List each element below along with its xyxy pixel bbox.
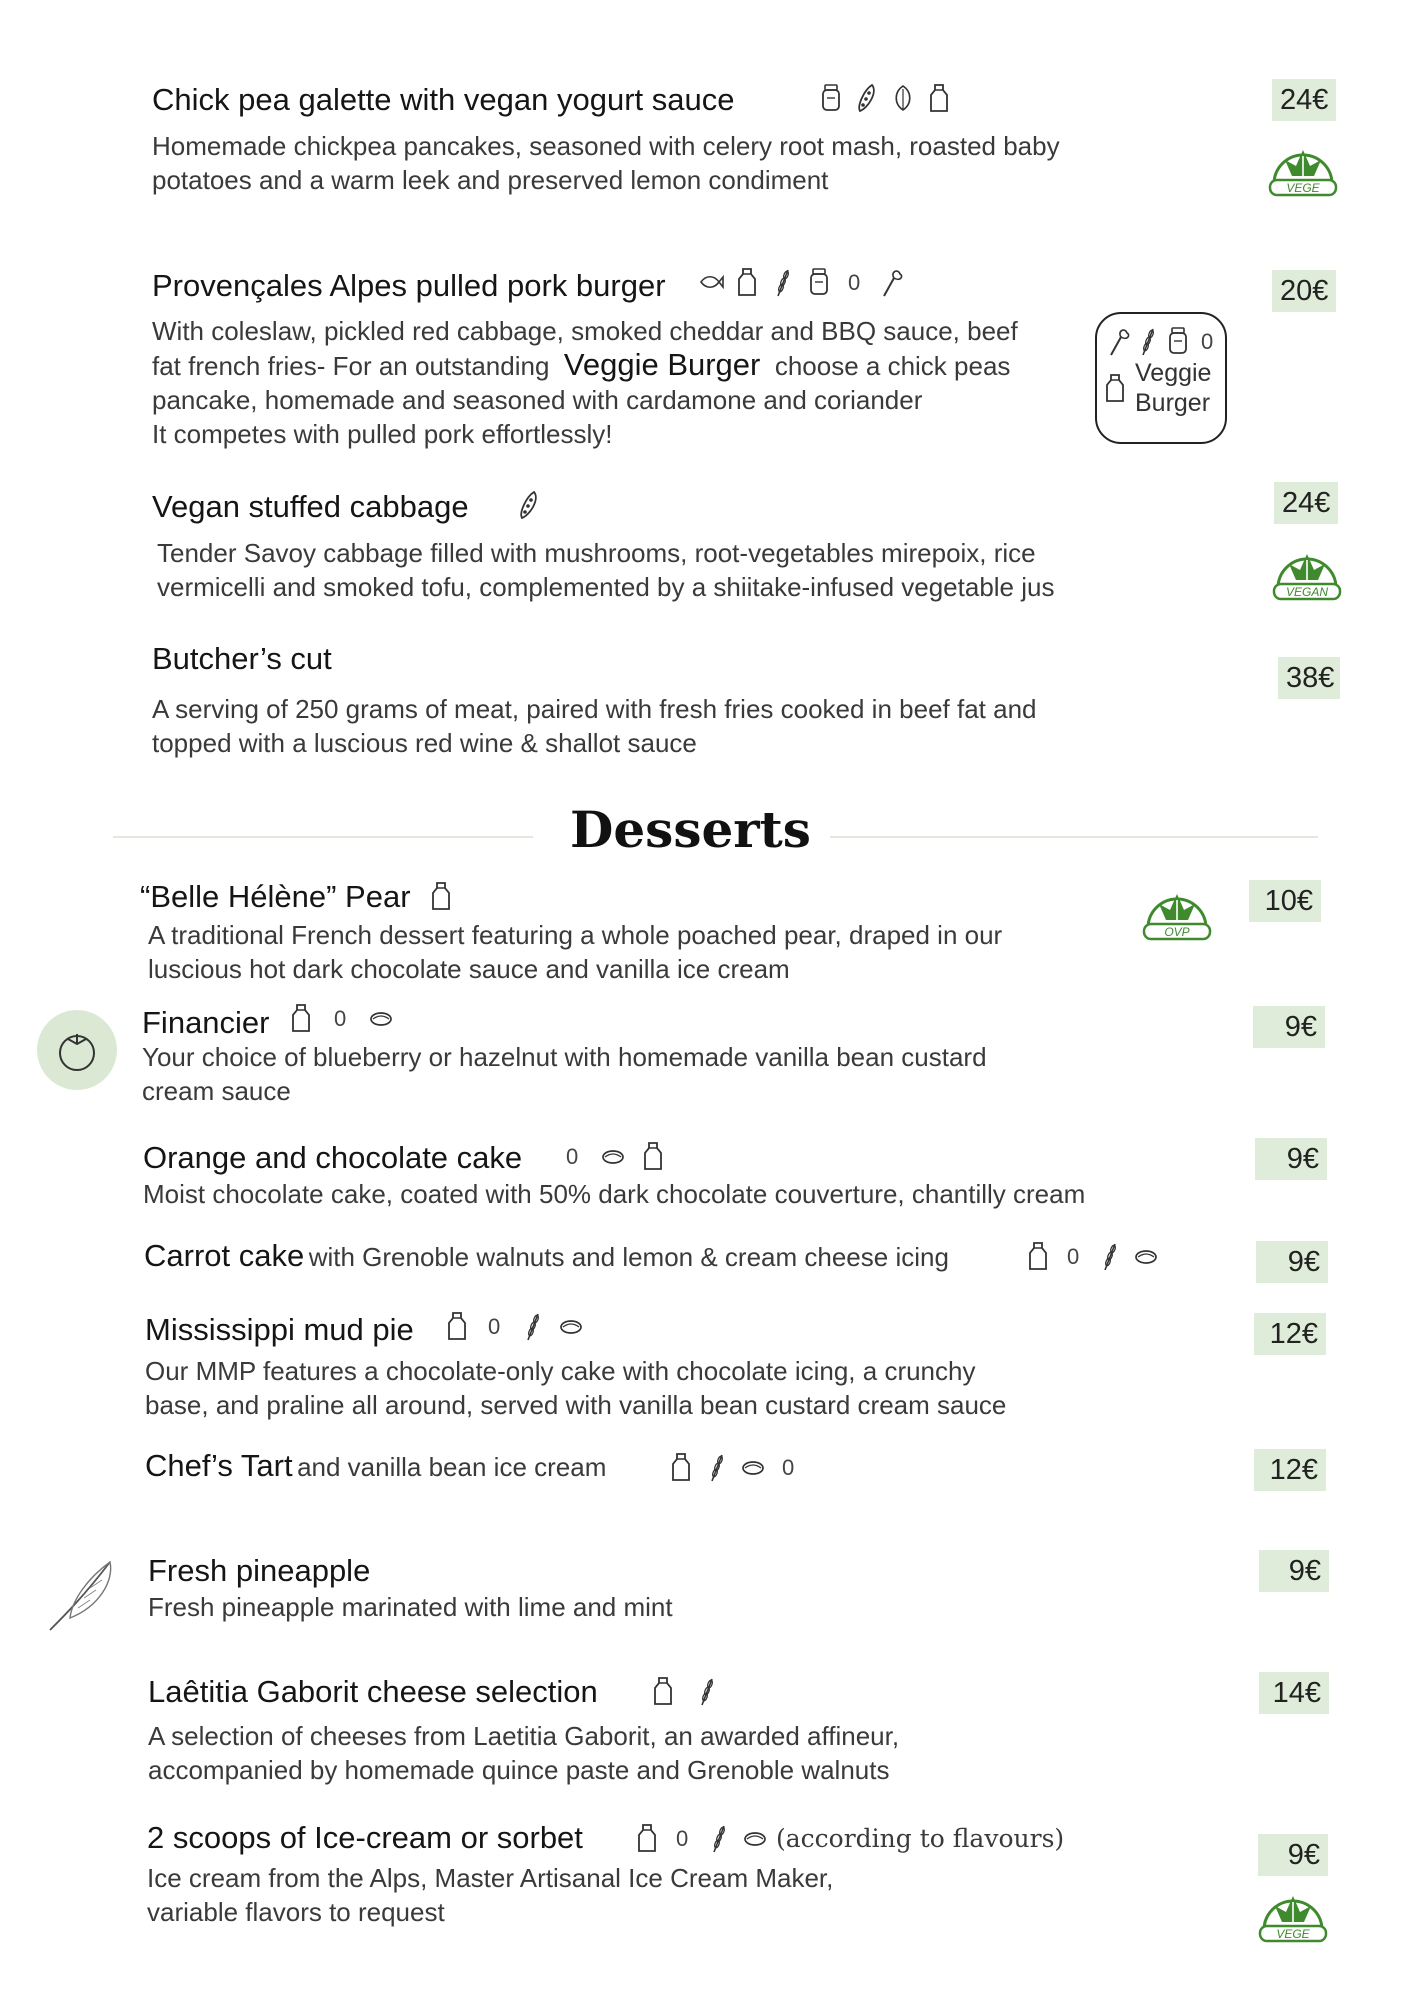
dessert-description: Moist chocolate cake, coated with 50% dark chocolate couverture, chantilly cream xyxy=(143,1179,1086,1209)
dessert-title-line xyxy=(144,1238,949,1274)
milk-icon xyxy=(640,1140,666,1172)
jar-icon xyxy=(818,82,844,114)
dessert-title: Fresh pineapple xyxy=(148,1553,371,1588)
dessert-price: 9€ xyxy=(1258,1834,1328,1876)
dessert-price: 9€ xyxy=(1255,1138,1327,1180)
nut-icon xyxy=(742,1822,768,1854)
wheat-icon xyxy=(770,266,796,298)
dish-title: Vegan stuffed cabbage xyxy=(152,489,469,524)
dessert-price: 10€ xyxy=(1249,880,1321,922)
allergen-icons xyxy=(444,1310,584,1342)
lupin-icon xyxy=(1061,1240,1087,1272)
lupin-icon xyxy=(328,1002,354,1034)
allergen-icons xyxy=(818,82,952,114)
divider-right xyxy=(830,836,1318,838)
fish-icon xyxy=(698,266,724,298)
lupin-icon xyxy=(842,266,868,298)
flavour-note: (according to flavours) xyxy=(776,1824,1065,1853)
feather-icon xyxy=(44,1556,120,1636)
allergen-icons xyxy=(288,1002,394,1034)
svg-text:VEGE: VEGE xyxy=(1286,181,1320,195)
dessert-title: Carrot cake xyxy=(144,1238,305,1273)
pod-icon xyxy=(854,82,880,114)
svg-text:VEGE: VEGE xyxy=(1276,1927,1310,1941)
lupin-icon xyxy=(670,1822,696,1854)
allergen-icons xyxy=(650,1675,720,1707)
dessert-title: 2 scoops of Ice-cream or sorbet xyxy=(147,1820,583,1855)
tomato-decoration xyxy=(37,1010,117,1090)
vege-badge xyxy=(1256,1882,1330,1944)
dessert-description: Ice cream from the Alps, Master Artisanal Ice Cream Maker, variable flavors to request xyxy=(147,1863,834,1927)
ovp-badge xyxy=(1140,880,1214,942)
dish-title: Chick pea galette with vegan yogurt sauce xyxy=(152,82,735,117)
allergen-icons xyxy=(428,880,454,912)
nut-icon xyxy=(740,1451,766,1483)
leaf-icon xyxy=(890,82,916,114)
jar-icon xyxy=(806,266,832,298)
milk-icon xyxy=(288,1002,314,1034)
pod-icon xyxy=(516,489,542,521)
nut-icon xyxy=(368,1002,394,1034)
allergen-icons xyxy=(668,1451,802,1483)
dessert-price: 9€ xyxy=(1253,1006,1325,1048)
wheat-icon xyxy=(706,1822,732,1854)
celery-icon xyxy=(1105,325,1131,357)
section-heading: Desserts xyxy=(570,800,811,859)
dish-description: With coleslaw, pickled red cabbage, smoked cheddar and BBQ sauce, beef fat french fries- For an outstanding Veggie Burger choose a chick peas pancake, homemade and seasoned with cardamone and coriander It competes with pulled pork effortlessly! xyxy=(152,316,1018,449)
allergen-icons xyxy=(634,1822,768,1854)
feather-decoration xyxy=(44,1556,120,1641)
dessert-title: Orange and chocolate cake xyxy=(143,1140,523,1175)
jar-icon xyxy=(1165,325,1191,357)
allergen-icons xyxy=(516,489,542,521)
milk-icon xyxy=(634,1822,660,1854)
dessert-title: Mississippi mud pie xyxy=(145,1312,414,1347)
wheat-icon xyxy=(1135,325,1161,357)
dish-description: Tender Savoy cabbage filled with mushrooms, root-vegetables mirepoix, rice vermicelli and smoked tofu, complemented by a shiitake-infused vegetable jus xyxy=(157,538,1055,602)
dessert-subtitle: and vanilla bean ice cream xyxy=(297,1452,607,1482)
dessert-price: 12€ xyxy=(1254,1449,1326,1491)
dish-price: 24€ xyxy=(1274,482,1338,524)
veggie-burger-label: Veggie Burger xyxy=(1135,359,1212,417)
svg-text:OVP: OVP xyxy=(1164,925,1190,939)
dessert-subtitle: with Grenoble walnuts and lemon & cream cheese icing xyxy=(308,1242,949,1272)
divider-left xyxy=(113,836,533,838)
milk-icon xyxy=(1025,1240,1051,1272)
svg-text:VEGAN: VEGAN xyxy=(1285,585,1329,599)
wheat-icon xyxy=(704,1451,730,1483)
milk-icon xyxy=(428,880,454,912)
nut-icon xyxy=(558,1310,584,1342)
lupin-icon xyxy=(1195,325,1221,357)
dessert-description: A selection of cheeses from Laetitia Gaborit, an awarded affineur, accompanied by homemade quince paste and Grenoble walnuts xyxy=(148,1721,900,1785)
vege-badge xyxy=(1266,136,1340,198)
wheat-icon xyxy=(694,1675,720,1707)
milk-icon xyxy=(1102,372,1128,404)
dessert-price: 9€ xyxy=(1259,1550,1329,1592)
celery-icon xyxy=(878,266,904,298)
dessert-description: Our MMP features a chocolate-only cake with chocolate icing, a crunchy base, and praline all around, served with vanilla bean custard cream sauce xyxy=(145,1356,1007,1420)
dessert-price: 9€ xyxy=(1256,1241,1328,1283)
dessert-description: A traditional French dessert featuring a whole poached pear, draped in our luscious hot dark chocolate sauce and vanilla ice cream xyxy=(148,920,1003,984)
dessert-price: 12€ xyxy=(1254,1313,1326,1355)
dish-price: 24€ xyxy=(1272,79,1336,121)
milk-icon xyxy=(734,266,760,298)
allergen-icons xyxy=(1025,1240,1159,1272)
dessert-title: Financier xyxy=(142,1005,270,1040)
nut-icon xyxy=(1133,1240,1159,1272)
veggie-burger-icons xyxy=(1105,325,1221,357)
lupin-icon xyxy=(776,1451,802,1483)
dessert-title-line xyxy=(145,1448,606,1484)
tomato-icon xyxy=(37,1010,117,1090)
dessert-title: Laêtitia Gaborit cheese selection xyxy=(148,1674,598,1709)
dessert-price: 14€ xyxy=(1259,1672,1329,1714)
dish-price: 20€ xyxy=(1272,270,1336,312)
nut-icon xyxy=(600,1140,626,1172)
lupin-icon xyxy=(482,1310,508,1342)
allergen-icons xyxy=(560,1140,666,1172)
dessert-description: Your choice of blueberry or hazelnut with homemade vanilla bean custard cream sauce xyxy=(142,1042,987,1106)
vegan-badge xyxy=(1270,540,1344,602)
dessert-description: Fresh pineapple marinated with lime and mint xyxy=(148,1592,673,1622)
milk-icon xyxy=(444,1310,470,1342)
milk-icon xyxy=(668,1451,694,1483)
lupin-icon xyxy=(560,1140,586,1172)
milk-icon xyxy=(926,82,952,114)
veggie-burger-milk xyxy=(1102,372,1128,404)
dish-description: A serving of 250 grams of meat, paired with fresh fries cooked in beef fat and topped with a luscious red wine & shallot sauce xyxy=(152,694,1037,758)
dish-title: Provençales Alpes pulled pork burger xyxy=(152,268,666,303)
dish-description: Homemade chickpea pancakes, seasoned with celery root mash, roasted baby potatoes and a warm leek and preserved lemon condiment xyxy=(152,131,1060,195)
allergen-icons xyxy=(698,266,904,298)
wheat-icon xyxy=(520,1310,546,1342)
wheat-icon xyxy=(1097,1240,1123,1272)
dessert-title: “Belle Hélène” Pear xyxy=(140,879,411,914)
dish-title: Butcher’s cut xyxy=(152,641,332,676)
dish-price: 38€ xyxy=(1278,657,1340,699)
milk-icon xyxy=(650,1675,676,1707)
dessert-title: Chef’s Tart xyxy=(145,1448,293,1483)
